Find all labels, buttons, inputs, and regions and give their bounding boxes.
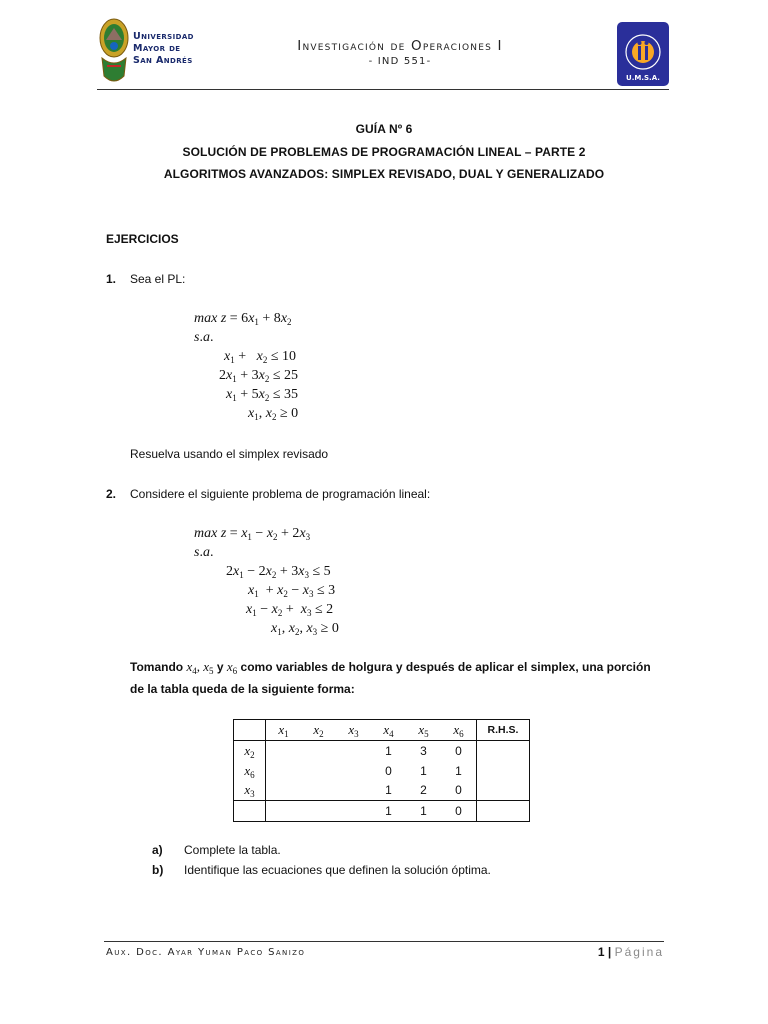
university-name bbox=[133, 31, 194, 67]
table-cell: 1 bbox=[371, 781, 406, 801]
exercise-1-constraint-3: $x_1 + 5x_2 \le 35$ bbox=[226, 387, 299, 403]
course-title: Investigación de Operaciones I bbox=[297, 38, 503, 54]
table-cell: 0 bbox=[385, 763, 392, 778]
faculty-logo-text: U.M.S.A. bbox=[626, 74, 660, 82]
exercise-1-st: s.a. bbox=[194, 330, 214, 345]
page-word: Página bbox=[614, 945, 664, 959]
table-header-row bbox=[234, 720, 530, 741]
simplex-table bbox=[233, 719, 530, 822]
footer-divider bbox=[104, 941, 664, 942]
exercise-2-text-y: y bbox=[216, 660, 224, 674]
exercise-2-paragraph-line-1: Tomando $x_4$, $x_5$ y $x_6$ como variables de holgura y después de aplicar el simplex, una porción bbox=[130, 659, 651, 676]
table-cell: 1 bbox=[420, 763, 427, 778]
exercise-2-text-rest: como variables de holgura y después de aplicar el simplex, una porción bbox=[240, 660, 651, 674]
page-number: 1 bbox=[597, 945, 605, 959]
basis-x6: $x_6$ bbox=[234, 761, 266, 781]
table-cell: 0 bbox=[441, 741, 477, 761]
table-cell: 0 bbox=[441, 801, 477, 822]
header-divider bbox=[97, 89, 669, 90]
basis-x3: $x_3$ bbox=[234, 781, 266, 801]
table-cell: 1 bbox=[385, 743, 392, 758]
section-heading: EJERCICIOS bbox=[106, 232, 179, 246]
col-header-x3: $x_3$ bbox=[336, 720, 371, 741]
table-bottom-row bbox=[234, 801, 530, 822]
exercise-2-constraint-3: $x_1 - x_2 + x_3 \le 2$ bbox=[246, 602, 334, 618]
table-row bbox=[234, 741, 530, 761]
exercise-2-paragraph-line-2: de la tabla queda de la siguiente forma: bbox=[130, 682, 355, 696]
table-cell: 1 bbox=[371, 801, 406, 822]
exercise-2-number: 2. bbox=[106, 487, 117, 501]
table-cell: 0 bbox=[441, 781, 477, 801]
footer-page bbox=[560, 945, 664, 959]
exercise-2-constraint-2: $x_1 + x_2 - x_3 \le 3$ bbox=[248, 583, 336, 599]
table-row bbox=[234, 781, 530, 801]
exercise-2-text-tomando: Tomando bbox=[130, 660, 184, 674]
exercise-1-instruction: Resuelva usando el simplex revisado bbox=[130, 447, 329, 461]
university-name-line: Mayor de bbox=[133, 43, 181, 54]
footer-author: Aux. Doc. Ayar Yuman Paco Sanizo bbox=[106, 947, 306, 958]
exercise-1-nonnegativity: $x_1$, $x_2 \ge 0$ bbox=[248, 406, 299, 422]
exercise-1-intro: Sea el PL: bbox=[130, 272, 186, 286]
exercise-2-intro: Considere el siguiente problema de programación lineal: bbox=[130, 487, 431, 501]
university-name-line: San Andrés bbox=[133, 55, 193, 66]
university-crest-icon bbox=[97, 16, 131, 88]
col-header-rhs: R.H.S. bbox=[477, 720, 530, 741]
exercise-1-number: 1. bbox=[106, 272, 117, 286]
guide-title: GUÍA Nº 6 bbox=[355, 122, 413, 136]
col-header-x6: $x_6$ bbox=[441, 720, 477, 741]
item-b-label: b) bbox=[152, 863, 164, 877]
col-header-x2: $x_2$ bbox=[301, 720, 336, 741]
faculty-logo-icon bbox=[617, 22, 669, 86]
exercise-1-constraint-1: $x_1 + x_2 \le 10$ bbox=[224, 349, 297, 365]
exercise-1-objective: $\max z = 6x_1 + 8x_2$ bbox=[194, 311, 292, 327]
exercise-2-constraint-1: $2x_1 - 2x_2 + 3x_3 \le 5$ bbox=[226, 564, 331, 580]
guide-subtitle: SOLUCIÓN DE PROBLEMAS DE PROGRAMACIÓN LINEAL – PARTE 2 bbox=[182, 145, 586, 159]
course-code: - IND 551- bbox=[368, 56, 432, 67]
table-cell: 1 bbox=[441, 761, 477, 781]
item-a-text: Complete la tabla. bbox=[184, 843, 281, 857]
exercise-2-objective: $\max z = x_1 - x_2 + 2x_3$ bbox=[194, 526, 311, 542]
table-cell: 1 bbox=[406, 801, 441, 822]
exercise-2-nonnegativity: $x_1$, $x_2$, $x_3 \ge 0$ bbox=[271, 621, 339, 637]
col-header-x1: $x_1$ bbox=[266, 720, 302, 741]
basis-x2: $x_2$ bbox=[234, 741, 266, 761]
exercise-1-constraint-2: $2x_1 + 3x_2 \le 25$ bbox=[219, 368, 299, 384]
university-name-line: Universidad bbox=[133, 31, 194, 42]
guide-subtitle-2: ALGORITMOS AVANZADOS: SIMPLEX REVISADO, DUAL Y GENERALIZADO bbox=[163, 167, 605, 181]
item-b-text: Identifique las ecuaciones que definen la solución óptima. bbox=[184, 863, 491, 877]
col-header-x5: $x_5$ bbox=[406, 720, 441, 741]
table-cell: 3 bbox=[420, 743, 427, 758]
col-header-x4: $x_4$ bbox=[371, 720, 406, 741]
exercise-2-st: s.a. bbox=[194, 545, 214, 560]
table-cell: 2 bbox=[406, 781, 441, 801]
page-separator: | bbox=[607, 945, 612, 959]
item-a-label: a) bbox=[152, 843, 163, 857]
table-row bbox=[234, 761, 530, 781]
